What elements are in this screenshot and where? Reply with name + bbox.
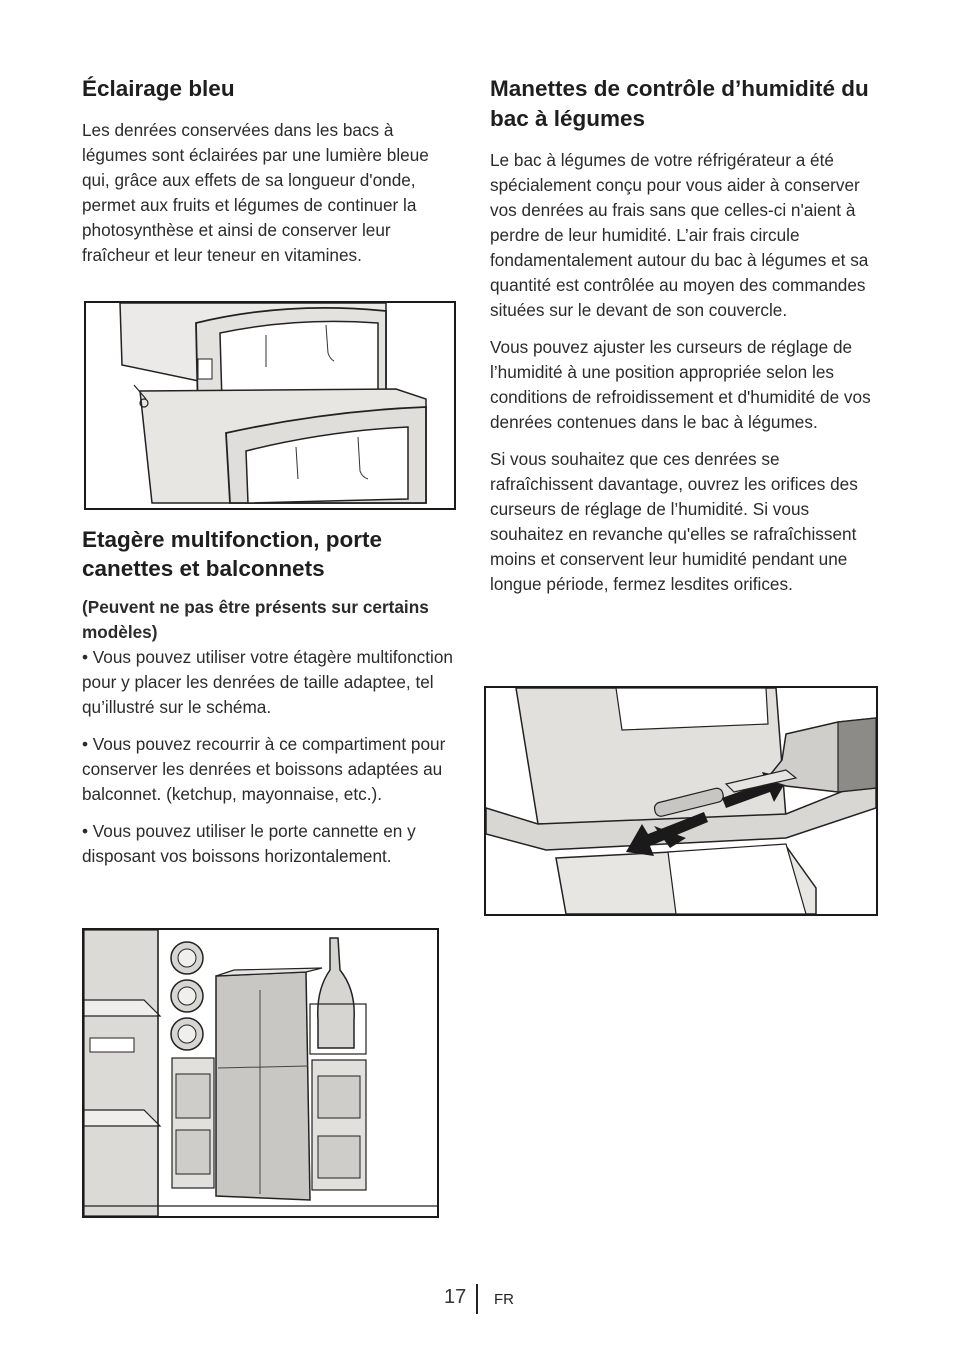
- shelf-paragraph-3: • Vous pouvez utiliser le porte cannette en y disposant vos boissons horizontalement.: [82, 821, 416, 866]
- shelf-section: [82, 525, 460, 869]
- blue-light-paragraph: Les denrées conservées dans les bacs à légumes sont éclairées par une lumière bleue qui, grâce aux effets de sa longueur d'onde, permet aux fruits et légumes de continuer la photosynthèse et ainsi de conserver leur fraîcheur et leur teneur en vitamines.: [82, 120, 429, 265]
- footer-divider: [476, 1284, 478, 1314]
- section-heading-multifunction-shelf: Etagère multifonction, porte canettes et balconnets: [82, 527, 383, 581]
- models-note: (Peuvent ne pas être présents sur certains modèles): [82, 597, 429, 642]
- right-column: [490, 74, 878, 597]
- crisper-drawers-illustration: [84, 301, 456, 510]
- left-column: [82, 74, 460, 268]
- language-code: FR: [494, 1291, 514, 1308]
- shelf-paragraph-1: • Vous pouvez utiliser votre étagère multifonction pour y placer les denrées de taille adaptee, tel qu’illustré sur le schéma.: [82, 647, 453, 717]
- humidity-paragraph-1: Le bac à légumes de votre réfrigérateur a été spécialement conçu pour vous aider à conserver vos denrées au frais sans que celles-ci n'aient à perdre de leur humidité. L’air frais circule fondamentalement autour du bac à légumes et sa quantité est contrôlée au moyen des commandes situées sur le devant de son couvercle.: [490, 150, 869, 320]
- page-number: 17: [444, 1286, 467, 1308]
- humidity-paragraph-2: Vous pouvez ajuster les curseurs de réglage de l’humidité à une position appropriée selon les conditions de refroidissement et d'humidité de vos denrées contenues dans le bac à légumes.: [490, 337, 871, 432]
- humidity-slider-illustration: [484, 686, 878, 916]
- section-heading-humidity-control: Manettes de contrôle d’humidité du bac à légumes: [490, 76, 869, 131]
- door-shelves-illustration: [82, 928, 439, 1218]
- section-heading-blue-light: Éclairage bleu: [82, 76, 235, 101]
- humidity-paragraph-3: Si vous souhaitez que ces denrées se rafraîchissent davantage, ouvrez les orifices des curseurs de réglage de l’humidité. Si vous souhaitez en revanche qu'elles se rafraîchissent moins et conservent leur humidité pendant une longue période, fermez lesdites orifices.: [490, 449, 858, 594]
- shelf-paragraph-2: • Vous pouvez recourrir à ce compartiment pour conserver les denrées et boissons adaptées au balconnet. (ketchup, mayonnaise, etc.).: [82, 734, 446, 804]
